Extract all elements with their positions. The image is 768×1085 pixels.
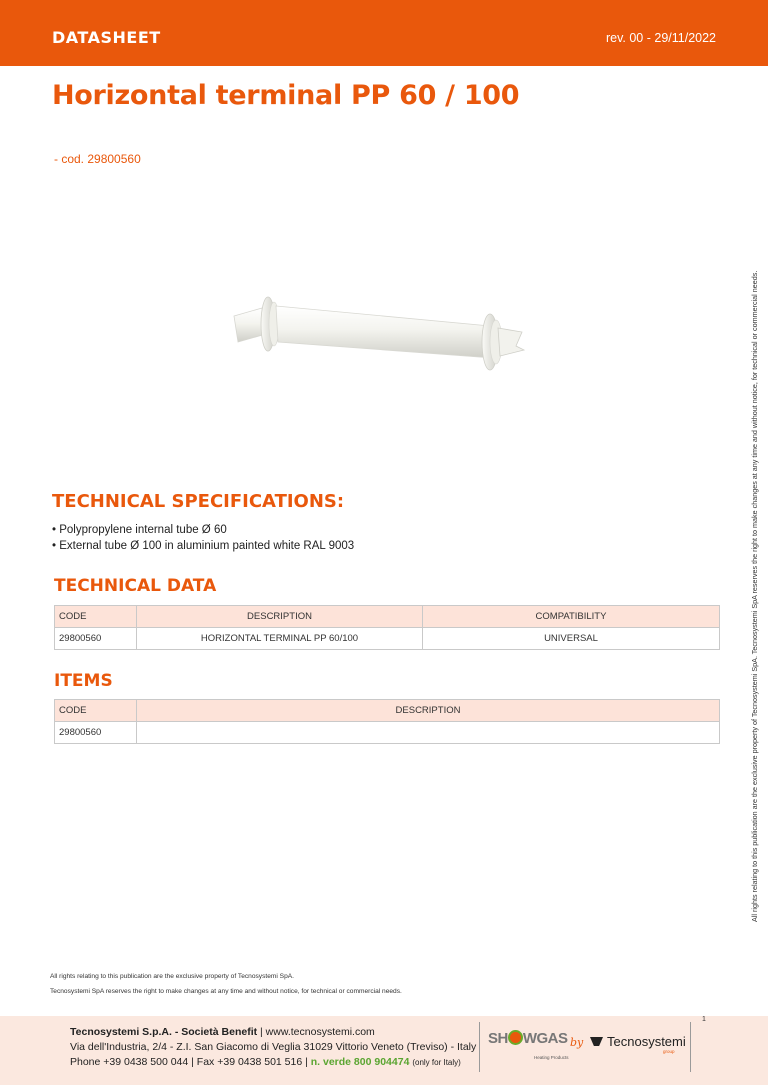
items-table	[54, 699, 720, 744]
list-item: • External tube Ø 100 in aluminium painted white RAL 9003	[52, 538, 354, 554]
showgas-tagline: Heating Products	[534, 1055, 569, 1060]
items-heading: ITEMS	[54, 671, 113, 691]
footer-company-line	[70, 1026, 375, 1038]
side-legal-text: All rights relating to this publication are the exclusive property of Tecnosystemi SpA. Tecnosystemi SpA reserves the right to make changes at any time and without notice, for technical or commercial needs.	[750, 270, 759, 922]
table-row	[55, 722, 720, 744]
table-cell: UNIVERSAL	[423, 628, 720, 650]
table-header-row	[55, 700, 720, 722]
doc-type-label: DATASHEET	[52, 28, 161, 47]
tecnosystemi-mark-icon	[590, 1037, 603, 1046]
column-header-code: CODE	[55, 606, 137, 628]
column-header-description: DESCRIPTION	[137, 700, 720, 722]
column-header-code: CODE	[55, 700, 137, 722]
column-header-compatibility: COMPATIBILITY	[423, 606, 720, 628]
footer-divider	[690, 1022, 691, 1072]
list-item: • Polypropylene internal tube Ø 60	[52, 522, 354, 538]
table-header-row	[55, 606, 720, 628]
product-code: - cod. 29800560	[54, 152, 141, 166]
footer-address: Via dell'Industria, 2/4 - Z.I. San Giacomo di Veglia 31029 Vittorio Veneto (Treviso) - Italy	[70, 1041, 477, 1053]
showgas-logo: SH WGAS	[488, 1030, 568, 1047]
tecnosystemi-logo: Tecnosystemi	[590, 1034, 686, 1049]
footer-divider	[479, 1022, 480, 1072]
page-number: 1	[702, 1016, 706, 1023]
showgas-drop-icon	[508, 1030, 523, 1045]
phone-fax: Phone +39 0438 500 044 | Fax +39 0438 501 516 |	[70, 1056, 308, 1068]
tecnosystemi-group-label: group	[663, 1049, 675, 1054]
page-title: Horizontal terminal PP 60 / 100	[52, 80, 520, 111]
company-website[interactable]: | www.tecnosystemi.com	[260, 1026, 375, 1038]
technical-data-heading: TECHNICAL DATA	[54, 576, 217, 596]
table-row	[55, 628, 720, 650]
technical-data-table	[54, 605, 720, 650]
table-cell: HORIZONTAL TERMINAL PP 60/100	[137, 628, 423, 650]
table-cell: 29800560	[55, 722, 137, 744]
product-image	[228, 288, 528, 378]
by-label: by	[570, 1036, 584, 1049]
footer	[0, 1016, 768, 1085]
table-cell	[137, 722, 720, 744]
revision-label: rev. 00 - 29/11/2022	[605, 31, 716, 45]
legal-line-2: Tecnosystemi SpA reserves the right to make changes at any time and without notice, for technical or commercial needs.	[50, 988, 402, 995]
legal-line-1: All rights relating to this publication are the exclusive property of Tecnosystemi SpA.	[50, 973, 294, 980]
green-number-note: (only for Italy)	[412, 1058, 461, 1067]
company-name: Tecnosystemi S.p.A. - Società Benefit	[70, 1026, 258, 1038]
specifications-list	[52, 522, 354, 554]
side-legal-note	[748, 160, 762, 922]
green-number: n. verde 800 904474	[310, 1056, 410, 1068]
specifications-heading: TECHNICAL SPECIFICATIONS:	[52, 491, 345, 512]
header-bar	[0, 0, 768, 66]
column-header-description: DESCRIPTION	[137, 606, 423, 628]
footer-phone-line	[70, 1056, 461, 1068]
table-cell: 29800560	[55, 628, 137, 650]
